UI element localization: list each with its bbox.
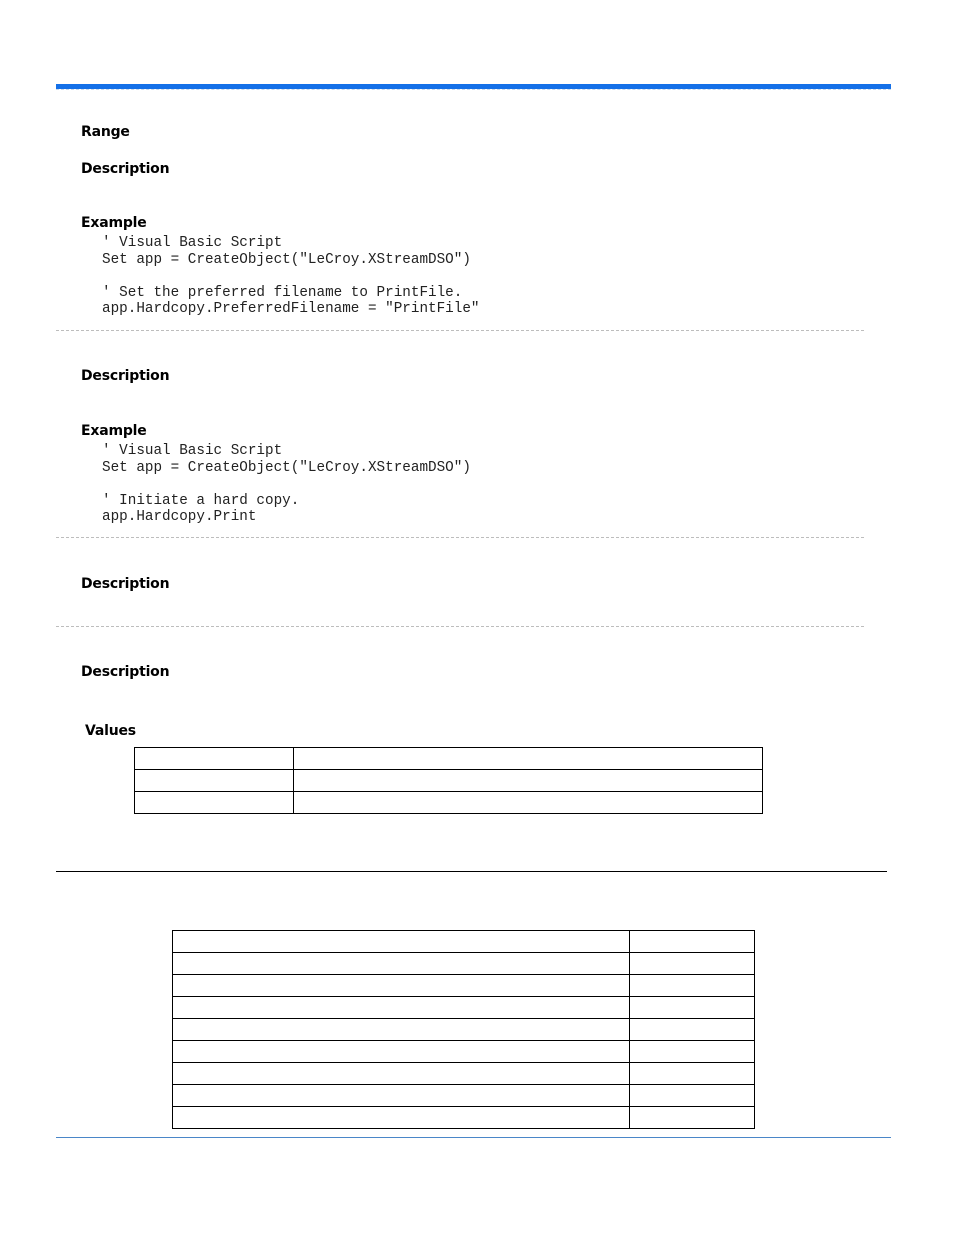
table-row [173, 1063, 755, 1085]
description-heading: Description [81, 576, 170, 592]
table-cell [173, 1085, 630, 1107]
table-cell [135, 748, 294, 770]
example-heading: Example [81, 215, 147, 231]
table-cell [293, 792, 762, 814]
description-heading: Description [81, 664, 170, 680]
table-cell [630, 975, 755, 997]
table-cell [173, 997, 630, 1019]
table-row [173, 1085, 755, 1107]
table-cell [293, 770, 762, 792]
table-row [173, 1107, 755, 1129]
table-row [135, 748, 763, 770]
table-cell [293, 748, 762, 770]
section-separator [56, 537, 864, 538]
table-cell [173, 975, 630, 997]
table-cell [173, 953, 630, 975]
table-row [173, 931, 755, 953]
table-row [173, 975, 755, 997]
horizontal-rule [56, 871, 887, 872]
table-cell [173, 1041, 630, 1063]
table-cell [630, 931, 755, 953]
header-dashed-rule [56, 89, 891, 90]
table-cell [630, 1063, 755, 1085]
section-separator [56, 626, 864, 627]
table-cell [173, 931, 630, 953]
table-cell [630, 1107, 755, 1129]
table-row [135, 792, 763, 814]
table-row [135, 770, 763, 792]
values-heading: Values [85, 723, 136, 739]
table-row [173, 997, 755, 1019]
description-heading: Description [81, 161, 170, 177]
table-cell [630, 1085, 755, 1107]
description-heading: Description [81, 368, 170, 384]
table-cell [173, 1019, 630, 1041]
table-row [173, 1041, 755, 1063]
footer-rule [56, 1137, 891, 1138]
table-cell [135, 792, 294, 814]
section-separator [56, 330, 864, 331]
table-row [173, 1019, 755, 1041]
values-table [134, 747, 763, 814]
example-heading: Example [81, 423, 147, 439]
table-cell [135, 770, 294, 792]
code-example-preferred-filename: ' Visual Basic Script Set app = CreateObject("LeCroy.XStreamDSO") ' Set the preferred filename to PrintFile. app.Hardcopy.PreferredFilename = "PrintFile" [102, 235, 480, 318]
table-cell [630, 1019, 755, 1041]
index-table [172, 930, 755, 1129]
range-heading: Range [81, 124, 130, 140]
table-row [173, 953, 755, 975]
table-cell [173, 1063, 630, 1085]
code-example-print: ' Visual Basic Script Set app = CreateObject("LeCroy.XStreamDSO") ' Initiate a hard copy. app.Hardcopy.Print [102, 443, 471, 526]
table-cell [630, 1041, 755, 1063]
table-cell [630, 997, 755, 1019]
table-cell [630, 953, 755, 975]
table-cell [173, 1107, 630, 1129]
